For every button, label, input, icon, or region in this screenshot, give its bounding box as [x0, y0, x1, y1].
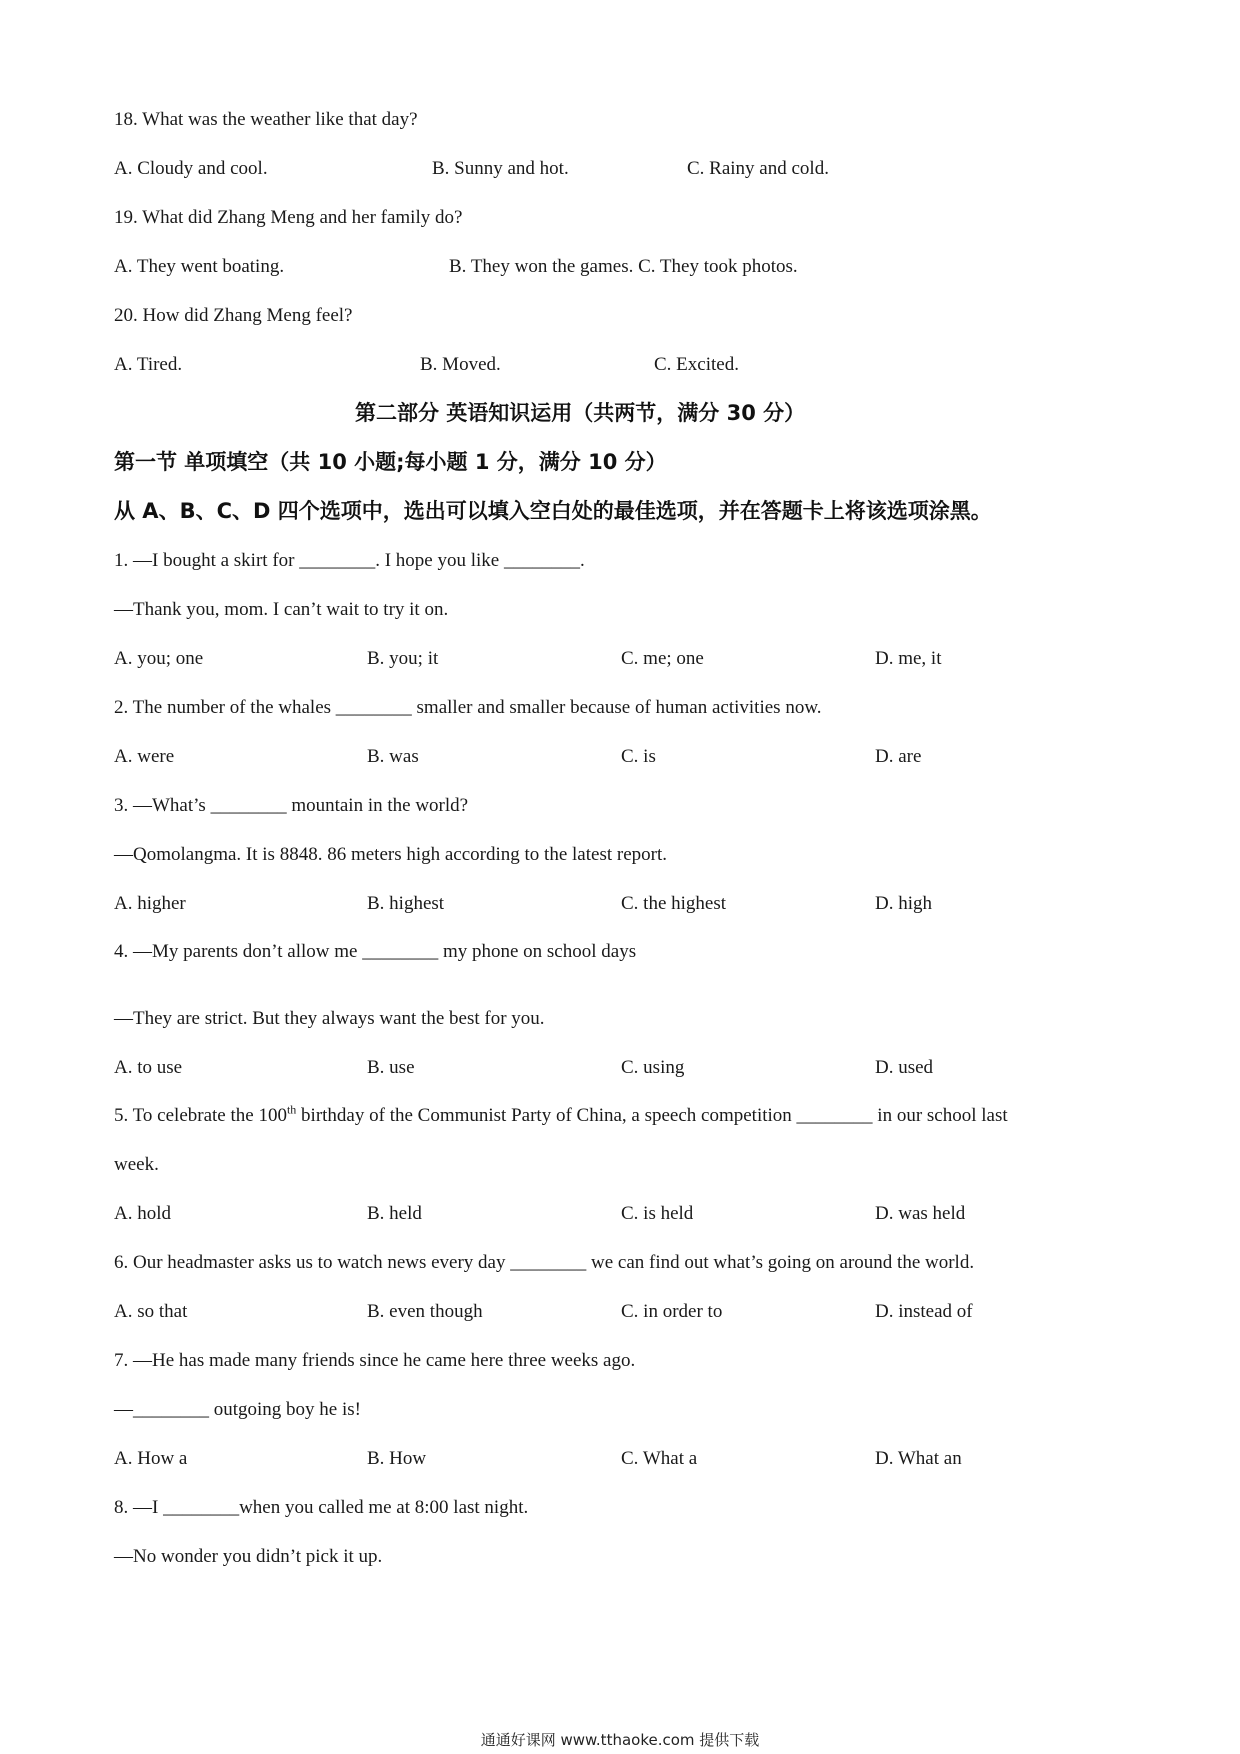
question-4-option-d: D. used: [875, 1057, 934, 1078]
part-title: 第二部分 英语知识运用（共两节，满分 30 分）: [355, 401, 806, 425]
question-3-option-d: D. high: [875, 893, 932, 914]
question-18-option-c: C. Rainy and cold.: [687, 158, 829, 179]
question-1-option-b: B. you; it: [367, 648, 439, 669]
question-19-option-bc: B. They won the games. C. They took photos.: [449, 256, 798, 277]
question-6-option-a: A. so that: [114, 1301, 188, 1322]
question-18-option-b: B. Sunny and hot.: [432, 158, 569, 179]
question-5-line-1: [114, 1104, 1008, 1128]
question-20-option-b: B. Moved.: [420, 354, 501, 375]
question-18-text: 18. What was the weather like that day?: [114, 109, 418, 130]
question-5-superscript: th: [286, 1102, 297, 1117]
question-2-option-d: D. are: [875, 746, 922, 767]
question-2-line-1: 2. The number of the whales ________ smaller and smaller because of human activities now.: [114, 697, 822, 718]
question-4-option-a: A. to use: [114, 1057, 183, 1078]
question-6-option-c: C. in order to: [621, 1301, 723, 1322]
question-4-option-b: B. use: [367, 1057, 415, 1078]
question-1-option-c: C. me; one: [621, 648, 704, 669]
question-1-line-1: 1. —I bought a skirt for ________. I hope you like ________.: [114, 550, 585, 571]
question-7-line-1: 7. —He has made many friends since he came here three weeks ago.: [114, 1350, 636, 1371]
question-20-option-c: C. Excited.: [654, 354, 739, 375]
question-5-text-end: birthday of the Communist Party of China, a speech competition ________ in our school last: [296, 1105, 1008, 1126]
question-7-option-b: B. How: [367, 1448, 427, 1469]
question-8-line-1: 8. —I ________when you called me at 8:00 last night.: [114, 1497, 529, 1518]
question-20-option-a: A. Tired.: [114, 354, 183, 375]
question-18-option-a: A. Cloudy and cool.: [114, 158, 268, 179]
question-1-line-2: —Thank you, mom. I can’t wait to try it on.: [114, 599, 449, 620]
question-8-line-2: —No wonder you didn’t pick it up.: [114, 1546, 383, 1567]
question-7-line-2: —________ outgoing boy he is!: [114, 1399, 361, 1420]
question-20-text: 20. How did Zhang Meng feel?: [114, 305, 353, 326]
question-1-option-d: D. me, it: [875, 648, 942, 669]
question-3-line-1: 3. —What’s ________ mountain in the world?: [114, 795, 469, 816]
question-5-option-a: A. hold: [114, 1203, 171, 1224]
question-5-text-start: 5. To celebrate the 100: [114, 1105, 287, 1126]
instructions: 从 A、B、C、D 四个选项中，选出可以填入空白处的最佳选项，并在答题卡上将该选项涂黑。: [114, 499, 992, 523]
question-1-option-a: A. you; one: [114, 648, 204, 669]
question-6-line-1: 6. Our headmaster asks us to watch news every day ________ we can find out what’s going on around the world.: [114, 1252, 975, 1273]
question-5-option-d: D. was held: [875, 1203, 966, 1224]
question-4-option-c: C. using: [621, 1057, 685, 1078]
question-3-line-2: —Qomolangma. It is 8848. 86 meters high according to the latest report.: [114, 844, 667, 865]
question-2-option-c: C. is: [621, 746, 656, 767]
question-5-line-2: week.: [114, 1154, 159, 1175]
question-6-option-d: D. instead of: [875, 1301, 973, 1322]
question-7-option-a: A. How a: [114, 1448, 188, 1469]
question-2-option-a: A. were: [114, 746, 175, 767]
question-6-option-b: B. even though: [367, 1301, 483, 1322]
question-19-text: 19. What did Zhang Meng and her family do?: [114, 207, 463, 228]
question-2-option-b: B. was: [367, 746, 419, 767]
question-3-option-b: B. highest: [367, 893, 445, 914]
question-5-option-c: C. is held: [621, 1203, 694, 1224]
question-7-option-d: D. What an: [875, 1448, 962, 1469]
question-19-option-a: A. They went boating.: [114, 256, 285, 277]
question-3-option-c: C. the highest: [621, 893, 727, 914]
page-footer: 通通好课网 www.tthaoke.com 提供下载: [480, 1731, 760, 1749]
question-7-option-c: C. What a: [621, 1448, 698, 1469]
question-3-option-a: A. higher: [114, 893, 186, 914]
question-4-line-2: —They are strict. But they always want the best for you.: [114, 1008, 545, 1029]
question-5-option-b: B. held: [367, 1203, 422, 1224]
question-4-line-1: 4. —My parents don’t allow me ________ my phone on school days: [114, 941, 637, 962]
section-title: 第一节 单项填空（共 10 小题;每小题 1 分，满分 10 分）: [114, 450, 667, 474]
